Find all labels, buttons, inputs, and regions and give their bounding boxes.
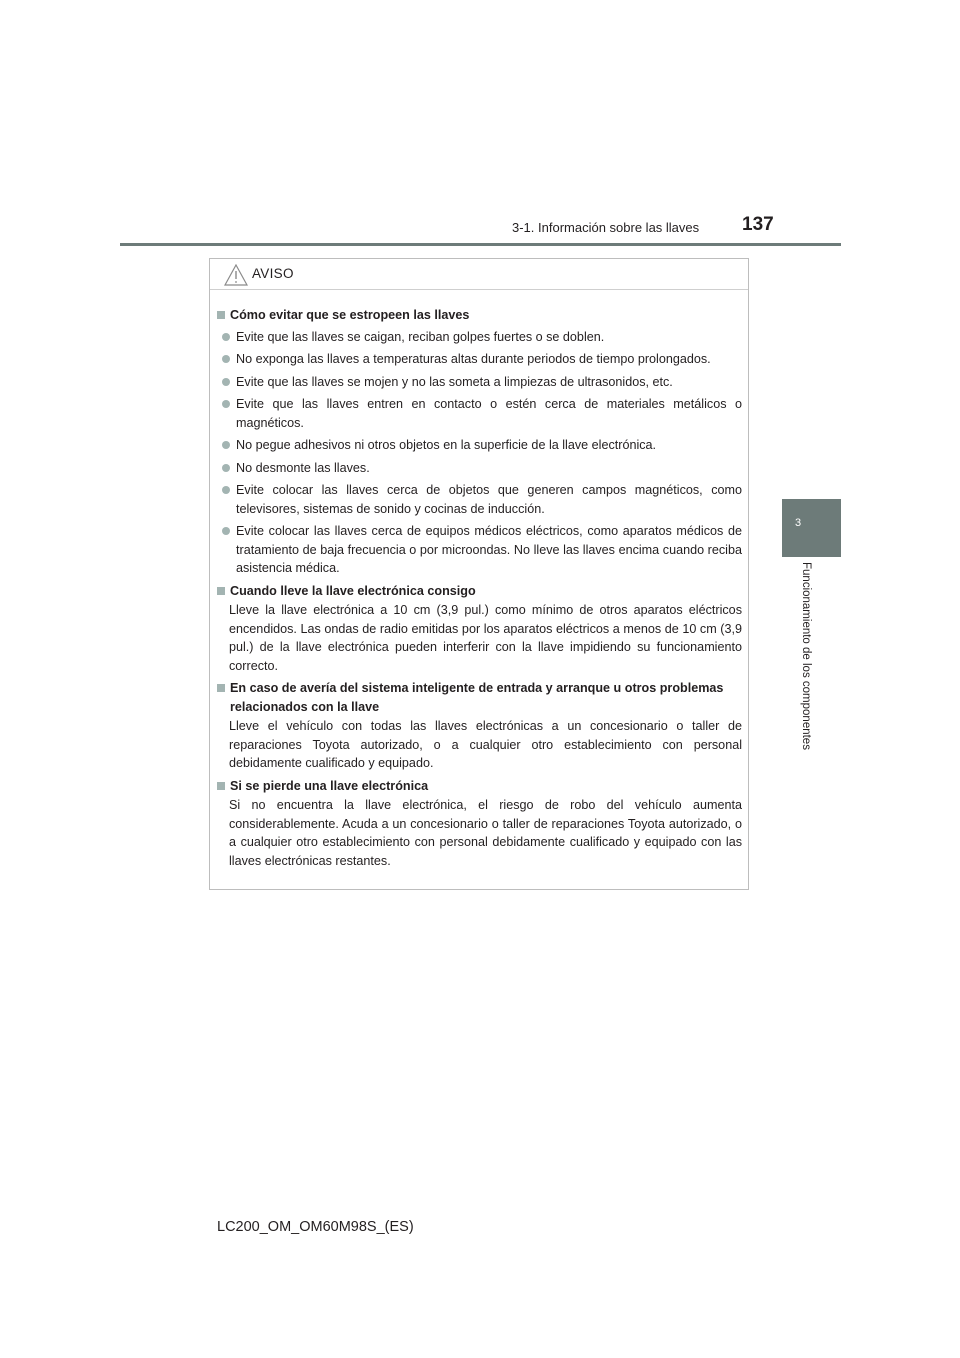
list-item: Evite que las llaves se mojen y no las someta a limpiezas de ultrasonidos, etc. [217, 373, 742, 392]
warning-box [209, 258, 749, 890]
chapter-tab[interactable] [782, 499, 841, 557]
warning-content [210, 290, 748, 870]
circle-bullet-icon [222, 333, 230, 341]
circle-bullet-icon [222, 378, 230, 386]
list-item: Evite colocar las llaves cerca de equipos médicos eléctricos, como aparatos médicos de tratamiento de baja frecuencia o por microondas. No lleve las llaves encima cuando reciba asistencia médica. [217, 522, 742, 578]
circle-bullet-icon [222, 355, 230, 363]
section-heading: En caso de avería del sistema inteligente de entrada y arranque u otros problemas relacionados con la llave [217, 679, 742, 716]
bullet-list [217, 328, 742, 578]
circle-bullet-icon [222, 486, 230, 494]
list-item: No desmonte las llaves. [217, 459, 742, 478]
section-paragraph: Lleve el vehículo con todas las llaves electrónicas a un concesionario o taller de reparaciones Toyota autorizado, o a cualquier otro establecimiento con personal debidamente cualificado y equipado. [229, 719, 742, 770]
section-heading: Cuando lleve la llave electrónica consigo [217, 582, 742, 601]
list-item: Evite colocar las llaves cerca de objetos que generen campos magnéticos, como televisores, sistemas de sonido y cocinas de inducción. [217, 481, 742, 518]
circle-bullet-icon [222, 464, 230, 472]
document-code: LC200_OM_OM60M98S_(ES) [217, 1219, 414, 1235]
warning-triangle-icon [224, 264, 248, 286]
header-rule [120, 243, 841, 246]
chapter-number: 3 [795, 517, 802, 529]
square-bullet-icon [217, 311, 225, 319]
list-item: Evite que las llaves entren en contacto o estén cerca de materiales metálicos o magnéticos. [217, 395, 742, 432]
square-bullet-icon [217, 782, 225, 790]
list-item: No exponga las llaves a temperaturas altas durante periodos de tiempo prolongados. [217, 350, 742, 369]
circle-bullet-icon [222, 527, 230, 535]
square-bullet-icon [217, 684, 225, 692]
section-heading: Cómo evitar que se estropeen las llaves [217, 306, 742, 325]
square-bullet-icon [217, 587, 225, 595]
circle-bullet-icon [222, 400, 230, 408]
list-item: No pegue adhesivos ni otros objetos en la superficie de la llave electrónica. [217, 436, 742, 455]
section-paragraph: Si no encuentra la llave electrónica, el riesgo de robo del vehículo aumenta considerablemente. Acuda a un concesionario o taller de reparaciones Toyota autorizado, o a cualquier otro establecimiento con personal debidamente cualificado y equipado con las llaves electrónicas restantes. [229, 798, 742, 868]
warning-label: AVISO [252, 266, 294, 281]
page-number: 137 [742, 214, 774, 235]
chapter-title: Funcionamiento de los componentes [800, 562, 812, 750]
warning-header [210, 259, 748, 290]
circle-bullet-icon [222, 441, 230, 449]
section-paragraph: Lleve la llave electrónica a 10 cm (3,9 pul.) como mínimo de otros aparatos eléctricos encendidos. Las ondas de radio emitidas por los aparatos eléctricos a menos de 10 cm (3,9 pul.) de la llave electrónica pueden interferir con la llave impidiendo su funcionamiento correcto. [229, 603, 742, 673]
list-item: Evite que las llaves se caigan, reciban golpes fuertes o se doblen. [217, 328, 742, 347]
section-title: 3-1. Información sobre las llaves [512, 220, 700, 235]
section-heading: Si se pierde una llave electrónica [217, 777, 742, 796]
